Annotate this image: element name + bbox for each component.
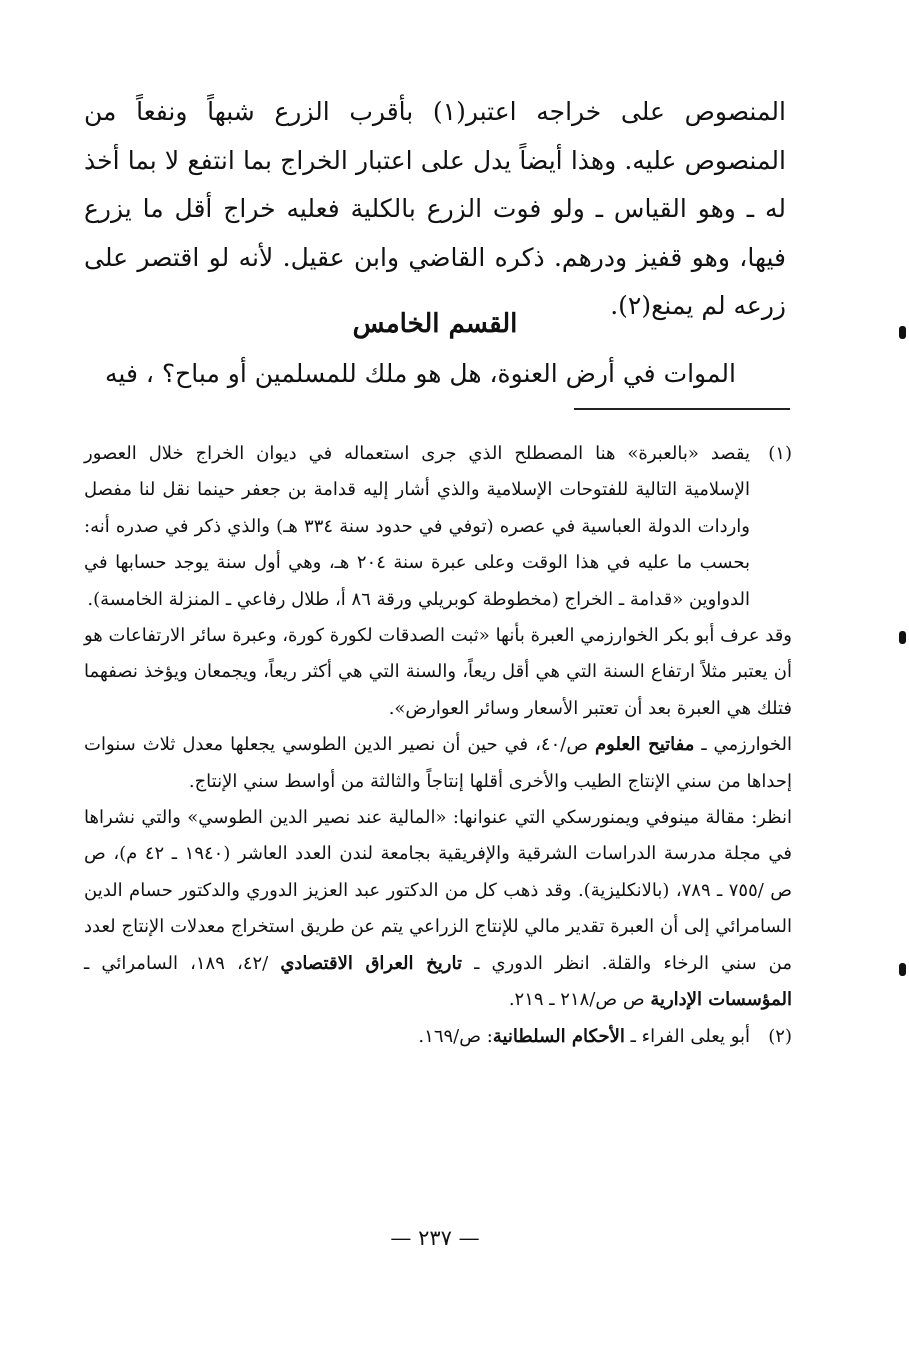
citation-book-title: مفاتيح العلوم bbox=[595, 734, 695, 756]
footnote-1-paragraph-4 bbox=[84, 800, 792, 1018]
footnote-1-paragraph-1: يقصد «بالعبرة» هنا المصطلح الذي جرى استعماله في ديوان الخراج خلال العصور الإسلامية التالية للفتوحات الإسلامية والذي أشار إليه قدامة بن جعفر حينما نقل لنا مفصل واردات الدولة العباسية في عصره (توفي في حدود سنة ٣٣٤ هـ) والذي ذكر في صدره أنه: بحسب ما عليه في هذا الوقت وعلى عبرة سنة ٢٠٤ هـ، وهي أول سنة يوجد حسابها في الدواوين «قدامة ـ الخراج (مخطوطة كوبريلي ورقة ٨٦ أ، طلال رفاعي ـ المنزلة الخامسة). bbox=[84, 443, 751, 610]
citation-author: أبو يعلى الفراء ـ bbox=[630, 1025, 750, 1047]
margin-mark bbox=[899, 963, 906, 976]
footnote-2-text bbox=[84, 1019, 750, 1055]
footnote-separator bbox=[574, 408, 790, 410]
citation-text: ص/٤٠، في حين أن نصير الدين الطوسي يجعلها معدل ثلاث سنوات إحداها من سني الإنتاج الطيب والأخرى أقلها إنتاجاً والثالثة من أواسط سني الإنتاج. bbox=[84, 734, 792, 792]
citation-author: الخوارزمي ـ bbox=[701, 734, 792, 756]
citation-book-title: المؤسسات الإدارية bbox=[650, 989, 792, 1011]
citation-text: /٤٢، ١٨٩، السامرائي ـ bbox=[84, 952, 281, 974]
footnotes bbox=[84, 436, 792, 1055]
footnote-1-marker: (١) bbox=[768, 443, 792, 464]
margin-mark bbox=[899, 631, 906, 644]
footnote-2-marker: (٢) bbox=[768, 1025, 792, 1047]
citation-book-title: تاريخ العراق الاقتصادي bbox=[280, 952, 462, 974]
page-number: — ٢٣٧ — bbox=[390, 1226, 480, 1250]
section-title: القسم الخامس bbox=[352, 309, 518, 339]
main-paragraph: المنصوص على خراجه اعتبر(١) بأقرب الزرع شبهاً ونفعاً من المنصوص عليه. وهذا أيضاً يدل على اعتبار الخراج بما انتفع لا بما أخذ له ـ وهو القياس ـ ولو فوت الزرع بالكلية فعليه خراج أقل ما يزرع فيها، وهو قفيز ودرهم. ذكره القاضي وابن عقيل. لأنه لو اقتصر على زرعه لم يمنع(٢). bbox=[84, 97, 786, 320]
footnote-2 bbox=[84, 1019, 792, 1055]
citation-text: : ص/١٦٩. bbox=[418, 1025, 493, 1047]
section-subtitle: الموات في أرض العنوة، هل هو ملك للمسلمين أو مباح؟ ، فيه bbox=[105, 359, 736, 388]
footnote-1 bbox=[84, 436, 792, 618]
citation-text: ص ص/٢١٨ ـ ٢١٩. bbox=[508, 989, 651, 1011]
citation-text: انظر: مقالة مينوفي ويمنورسكي التي عنوانها: «المالية عند نصير الدين الطوسي» والتي نشراها في مجلة مدرسة الدراسات الشرقية والإفريقية بجامعة لندن العدد العاشر (١٩٤٠ ـ ٤٢ م)، ص ص /٧٥٥ ـ ٧٨٩، (بالانكليزية). وقد ذهب كل من الدكتور عبد العزيز الدوري والدكتور حسام الدين السامرائي إلى أن العبرة تقدير مالي للإنتاج الزراعي يتم عن طريق استخراج معدلات الإنتاج لعدد من سني الرخاء والقلة. انظر الدوري ـ bbox=[84, 807, 793, 974]
footnote-1-paragraph-3 bbox=[84, 727, 792, 800]
margin-mark bbox=[899, 326, 906, 339]
citation-book-title: الأحكام السلطانية bbox=[492, 1025, 625, 1047]
footnote-1-paragraph-2: وقد عرف أبو بكر الخوارزمي العبرة بأنها «ثبت الصدقات لكورة كورة، وعبرة سائر الارتفاعات هو أن يعتبر مثلاً ارتفاع السنة التي هي أقل ريعاً، والسنة التي هي أكثر ريعاً، ويجمعان ويؤخذ نصفهما فتلك هي العبرة بعد أن تعتبر الأسعار وسائر العوارض». bbox=[84, 625, 792, 719]
